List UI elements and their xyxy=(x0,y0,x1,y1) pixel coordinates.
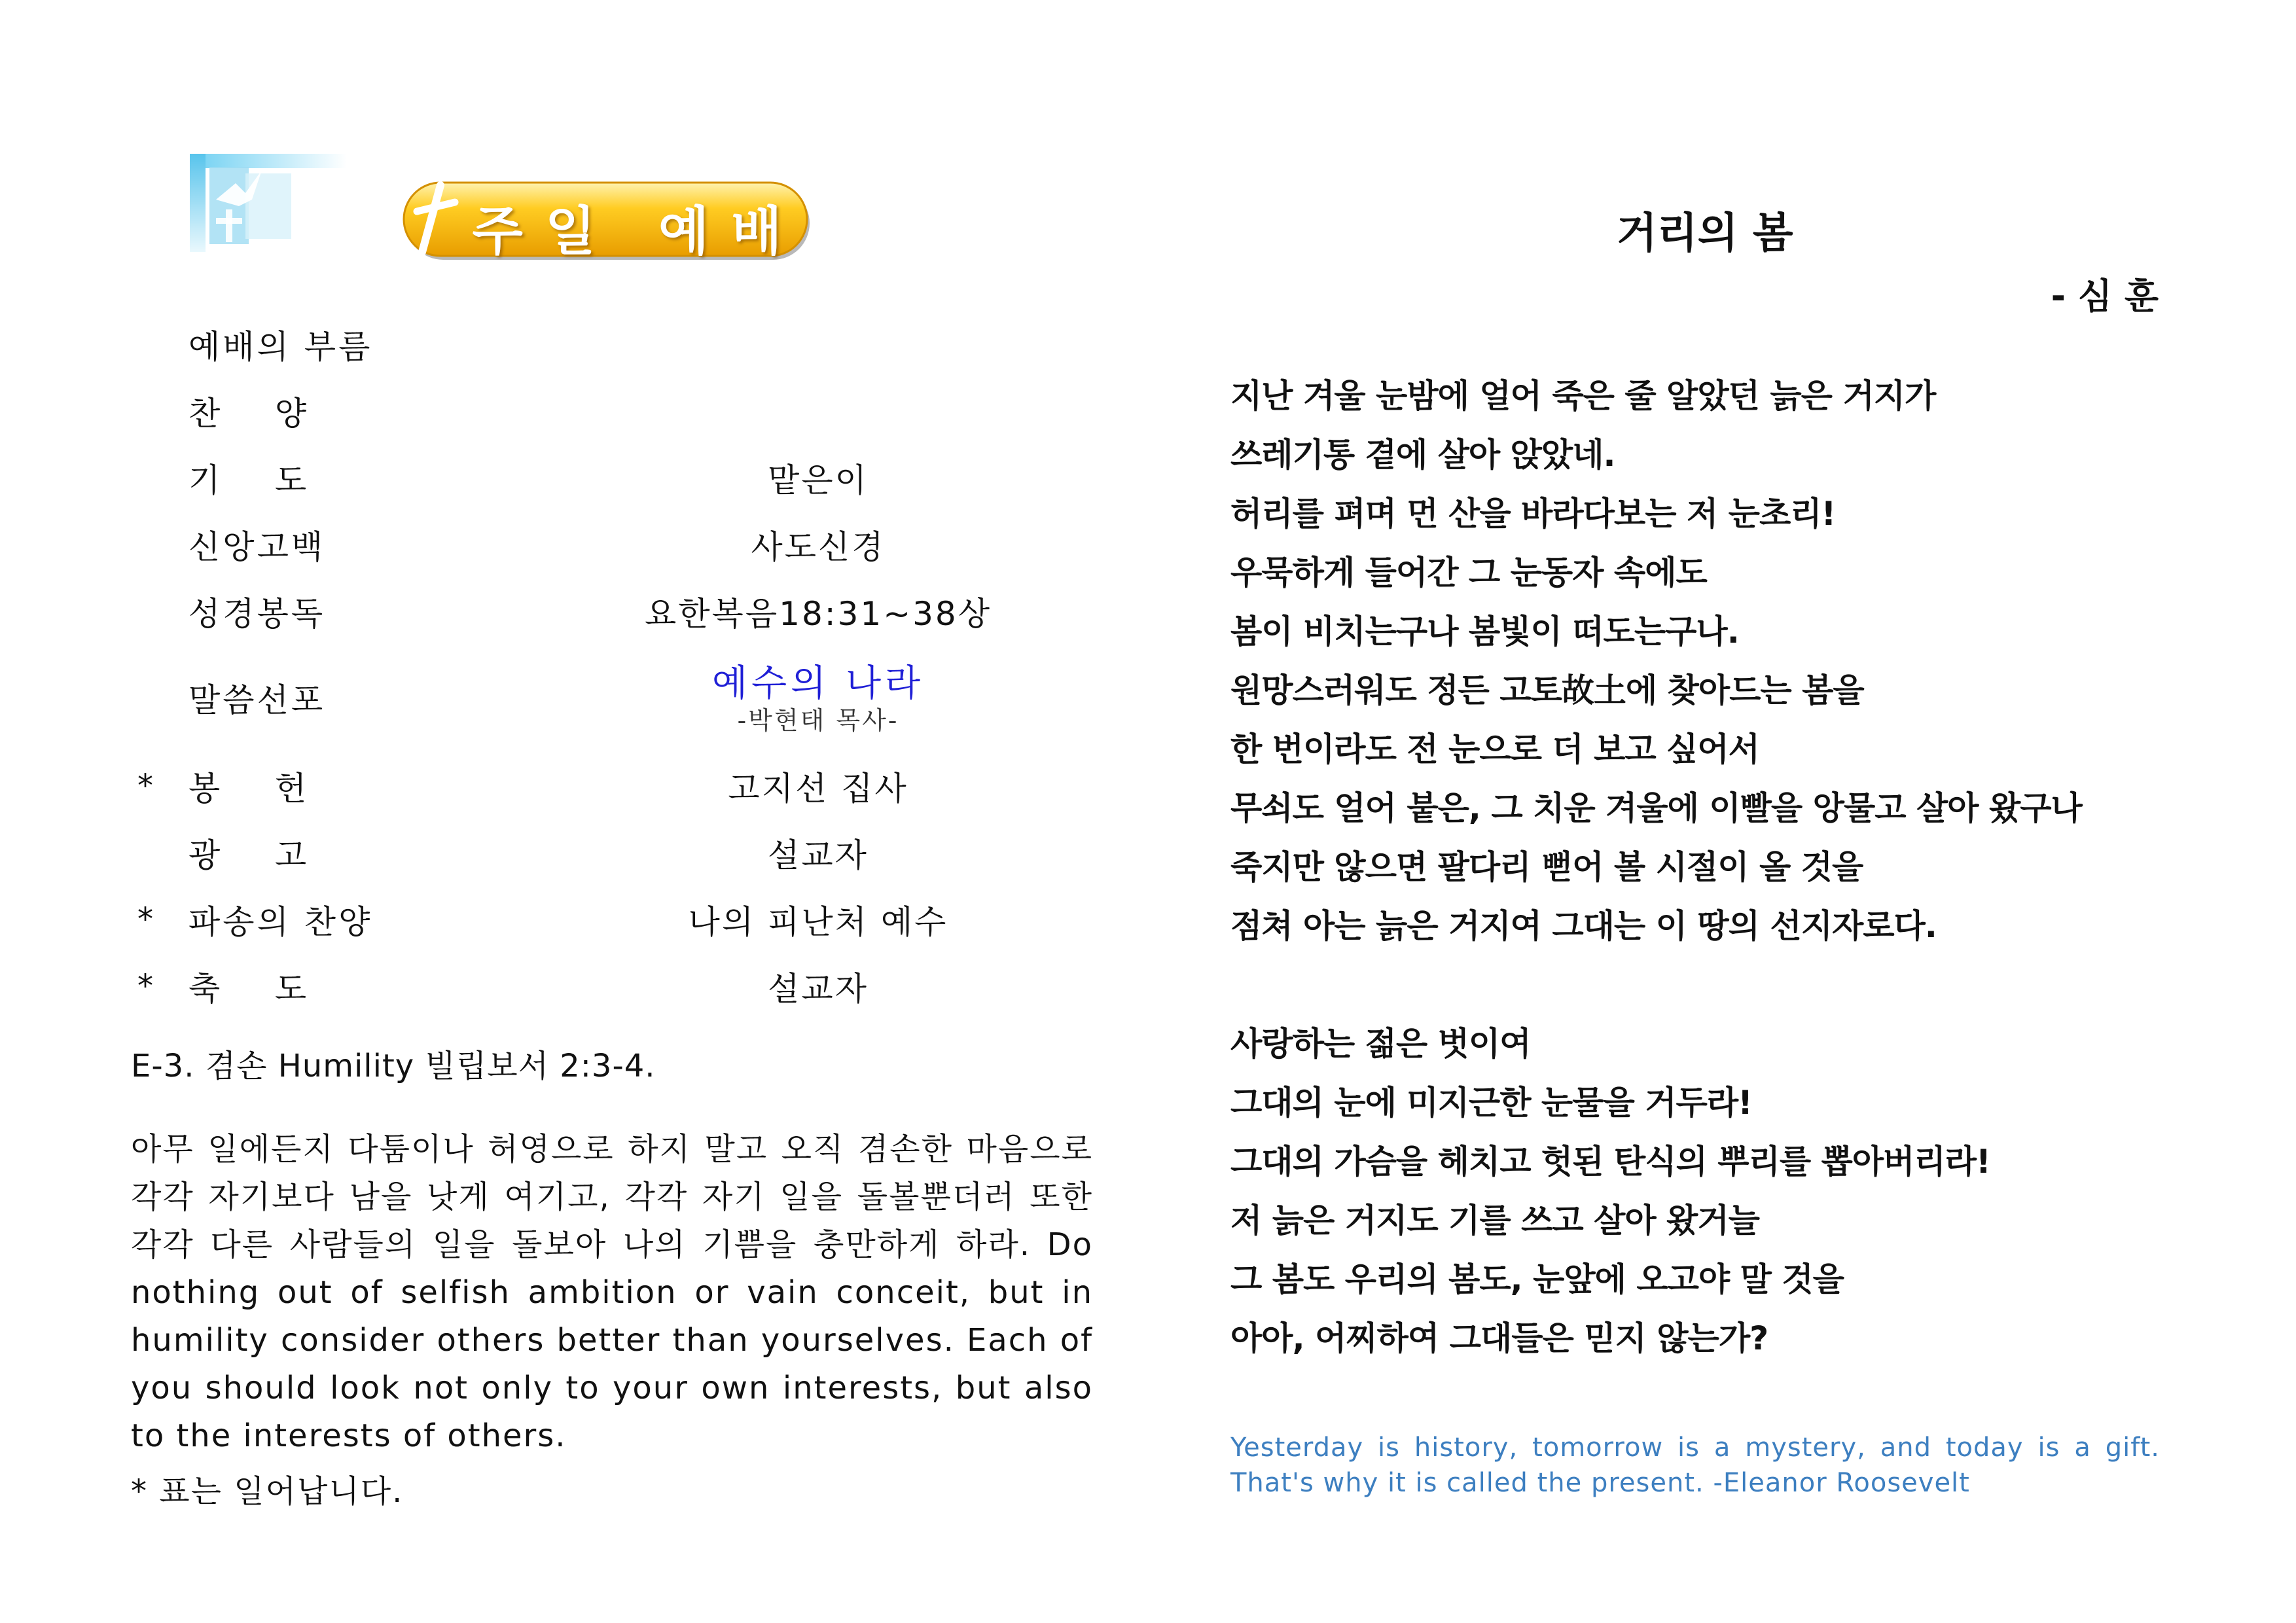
order-row xyxy=(131,387,1113,440)
order-label: 말씀선포 xyxy=(188,681,326,719)
poem-line: 허리를 펴며 먼 산을 바라다보는 저 눈초리! xyxy=(1230,495,1836,533)
order-row-sermon xyxy=(131,662,1113,746)
order-row xyxy=(131,521,1113,573)
order-label: 파송의 찬양 xyxy=(188,903,373,941)
order-value: 사도신경 xyxy=(751,528,886,566)
order-row xyxy=(131,963,1113,1015)
verse-body: 아무 일에든지 다툼이나 허영으로 하지 말고 오직 겸손한 마음으로 각각 자기보다 남을 낫게 여기고, 각각 자기 일을 돌볼뿐더러 또한 각각 다른 사람들의 일을 돌보아 나의 기쁨을 충만하게 하라. Do nothing out of selfish ambition or vain conceit, but in humility consider others better than yourselves. Each of you should look not only to your own interests, but also to the interests of others. xyxy=(131,1131,1093,1454)
poem-line: 원망스러워도 정든 고토故土에 찾아드는 봄을 xyxy=(1230,671,1864,709)
standing-mark: * xyxy=(137,968,153,1005)
order-row xyxy=(131,762,1113,815)
order-row xyxy=(131,454,1113,507)
poem-line: 사랑하는 젊은 벗이여 xyxy=(1230,1025,1531,1063)
order-label: 예배의 부름 xyxy=(188,328,373,366)
poem-line: 그대의 가슴을 헤치고 헛된 탄식의 뿌리를 뽑아버리라! xyxy=(1230,1143,1990,1181)
order-value: 설교자 xyxy=(768,836,869,874)
order-value: 맡은이 xyxy=(768,461,869,499)
stanza-gap xyxy=(1230,959,2179,1018)
poem-author: - 심 훈 xyxy=(2051,276,2159,317)
poem-line: 우묵하게 들어간 그 눈동자 속에도 xyxy=(1230,554,1707,592)
standing-mark: * xyxy=(137,768,153,804)
verse-title: E-3. 겸손 Humility 빌립보서 2:3-4. xyxy=(131,1048,656,1084)
order-label: 성경봉독 xyxy=(188,595,326,633)
poem-line: 봄이 비치는구나 봄빛이 떠도는구나. xyxy=(1230,613,1739,651)
poem-line: 죽지만 않으면 팔다리 뻗어 볼 시절이 올 것을 xyxy=(1230,848,1863,886)
order-row xyxy=(131,896,1113,948)
order-label: 봉 헌 xyxy=(188,770,310,808)
poem-body xyxy=(1230,370,2179,1371)
standing-mark: * xyxy=(137,901,153,938)
order-row xyxy=(131,321,1113,373)
order-value: 설교자 xyxy=(768,970,869,1008)
poem-line: 저 늙은 거지도 기를 쓰고 살아 왔거늘 xyxy=(1230,1202,1759,1240)
order-value: 고지선 집사 xyxy=(728,770,908,808)
sermon-title: 예수의 나라 xyxy=(711,662,925,705)
poem-line: 점쳐 아는 늙은 거지여 그대는 이 땅의 선지자로다. xyxy=(1230,907,1937,945)
poem-line: 쓰레기통 곁에 살아 앉았네. xyxy=(1230,436,1615,474)
poem-line: 그대의 눈에 미지근한 눈물을 거두라! xyxy=(1230,1084,1752,1122)
preacher-name: -박현태 목사- xyxy=(737,706,899,735)
order-label: 기 도 xyxy=(188,461,310,499)
order-label: 신앙고백 xyxy=(188,528,326,566)
order-row xyxy=(131,588,1113,640)
poem-line: 아아, 어찌하여 그대들은 믿지 않는가? xyxy=(1230,1319,1768,1357)
page-title: 주일 예배 xyxy=(472,201,804,262)
poem-line: 한 번이라도 전 눈으로 더 보고 싶어서 xyxy=(1230,730,1759,768)
order-label: 축 도 xyxy=(188,970,310,1008)
poem-title: 거리의 봄 xyxy=(1617,209,1793,258)
poem-line: 그 봄도 우리의 봄도, 눈앞에 오고야 말 것을 xyxy=(1230,1260,1844,1298)
standing-note: * 표는 일어납니다. xyxy=(131,1473,404,1510)
service-title-banner xyxy=(403,180,815,265)
poem-line: 무쇠도 얼어 붙은, 그 치운 겨울에 이빨을 앙물고 살아 왔구나 xyxy=(1230,789,2082,827)
poem-line: 지난 겨울 눈밤에 얼어 죽은 줄 알았던 늙은 거지가 xyxy=(1230,377,1936,415)
order-value: 요한복음18:31~38상 xyxy=(644,595,992,633)
order-label: 광 고 xyxy=(188,836,310,874)
order-value: 나의 피난처 예수 xyxy=(688,903,948,941)
order-label: 찬 양 xyxy=(188,395,310,433)
dove-cross-icon xyxy=(190,154,347,252)
order-row xyxy=(131,829,1113,882)
quote: Yesterday is history, tomorrow is a mystery, and today is a gift. That's why it is called the present. -Eleanor Roosevelt xyxy=(1230,1433,2160,1498)
